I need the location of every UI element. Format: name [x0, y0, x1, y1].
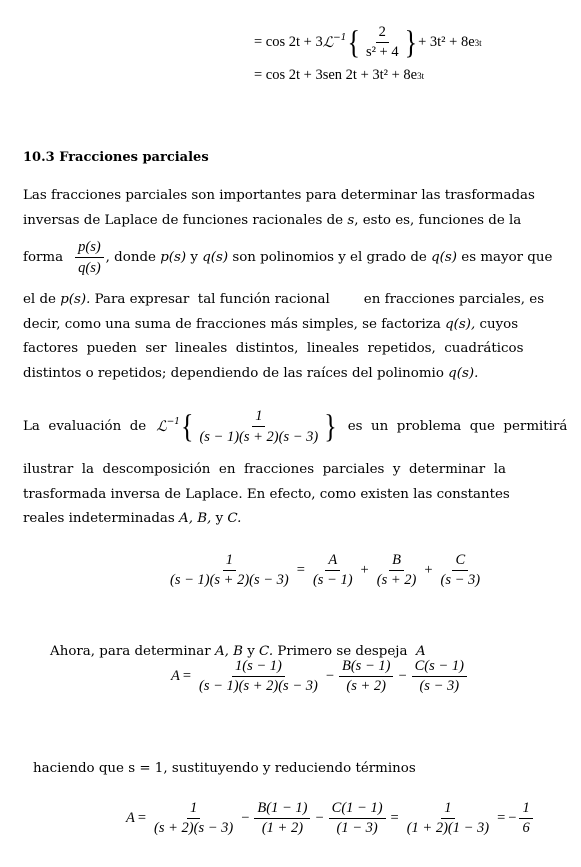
fraction-p-over-q: $\frac{p(s)}{q(s)}$ [75, 238, 104, 277]
section-heading: 10.3 Fracciones parciales [23, 150, 209, 165]
paragraph-2-rest: ilustrar la descomposición en fracciones parciales y determinar la trasformada inversa de Laplace. En efecto, como existen las constantes reales indeterminadas A, B, y C. [23, 462, 510, 526]
laplace-inverse-expression: ℒ$^{-1}$ { $\frac{1}{(s - 1)(s + 2)(s - 3)}$ } [156, 407, 337, 445]
solve-a-equation: A = $\frac{1(s - 1)}{(s - 1)(s + 2)(s - 3)}$ − $\frac{B(s - 1)}{(s + 2)}$ − $\frac{C(s - 1)}{(s - 3)}$ [171, 658, 469, 695]
equation-line-2: = cos 2t + 3sen 2t + 3t² + 8e 3t [254, 67, 425, 83]
paragraph-1-rest: el de p(s). Para expresar tal función racional en fracciones parciales, es decir, como una suma de fracciones más simples, se factoriza q(s), cuyos factores pueden ser lineales distintos, lineales repetidos, cuadráticos distintos o repetidos; dependiendo de las raíces del polinomio q(s). [23, 292, 545, 381]
equation-line-1: = cos 2t + 3 ℒ$^{-1}$ { $\frac{2}{\text{s² + 4}}$ } + 3t² + 8e 3t [254, 23, 482, 60]
paragraph-4: haciendo que s = 1, sustituyendo y reduciendo términos [33, 761, 416, 776]
fraction: $\frac{2}{\text{s² + 4}}$ [365, 24, 399, 60]
partial-fraction-equation: $\frac{1}{(s - 1)(s + 2)(s - 3)}$ = $\frac{A}{(s - 1)}$ + $\frac{B}{(s + 2)}$ + $\frac{C}{(s - 3)}$ [170, 552, 481, 588]
paragraph-3: Ahora, para determinar A, B y C. Primero se despeja A [50, 643, 426, 659]
paragraph-1: Las fracciones parciales son importantes para determinar las trasformadas inversas de Laplace de funciones racionales de s, esto es, funciones de la [23, 188, 535, 228]
paragraph-1-forma-line: forma $\frac{p(s)}{q(s)}$ , donde p(s) y q(s) son polinomios y el grado de q(s) es mayor que [23, 239, 553, 276]
eq-line1-suffix: + 3t² + 8e [418, 34, 475, 50]
evaluate-a-equation: A = $\frac{1}{(s + 2)(s - 3)}$ − $\frac{B(1 - 1)}{(1 + 2)}$ − $\frac{C(1 - 1)}{(1 - 3)}$ = $\frac{1}{(1 + 2)(1 - 3)}$ = − $\frac{1}{6}$ [126, 800, 535, 837]
eq-line2: = cos 2t + 3sen 2t + 3t² + 8e [254, 67, 418, 83]
laplace-symbol: ℒ$^{-1}$ [322, 32, 347, 51]
eq-line1-prefix: = cos 2t + 3 [254, 34, 323, 50]
paragraph-2-first-line: La evaluación de ℒ$^{-1}$ { $\frac{1}{(s - 1)(s + 2)(s - 3)}$ } es un problema que permitirá [23, 407, 568, 445]
